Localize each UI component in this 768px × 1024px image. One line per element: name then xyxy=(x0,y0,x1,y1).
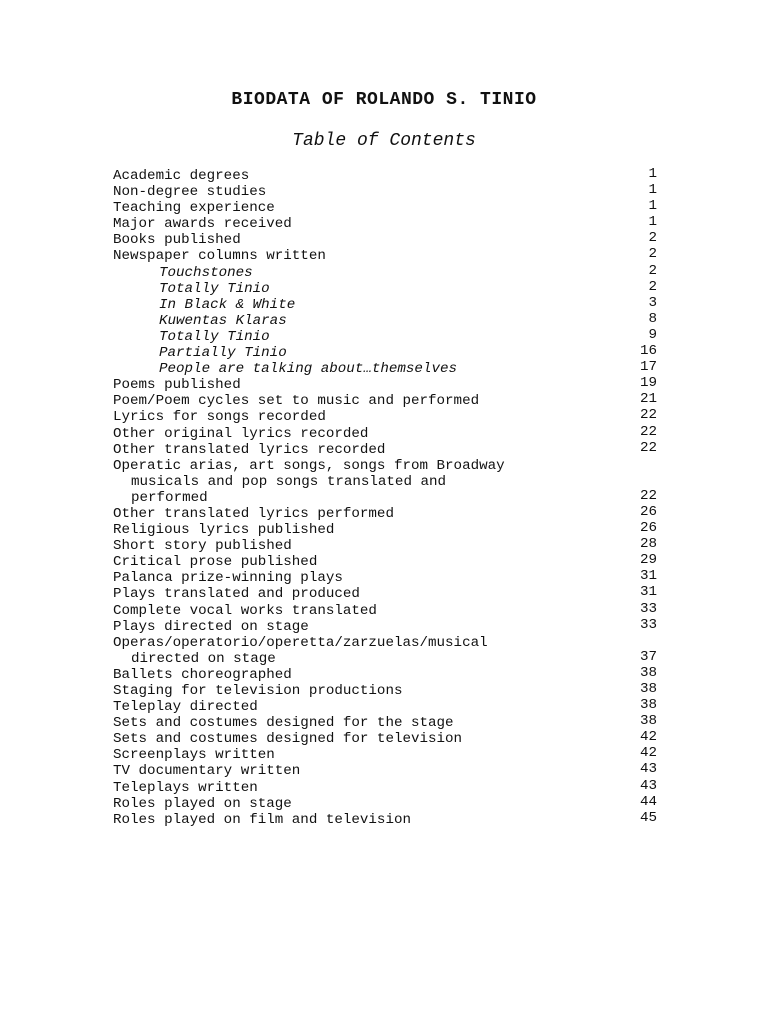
toc-entry-label: Major awards received xyxy=(113,216,292,233)
toc-entry-page-number: 33 xyxy=(639,616,657,633)
toc-entry-page-number: 2 xyxy=(648,278,657,295)
toc-entry-label: People are talking about…themselves xyxy=(159,361,457,378)
toc-entry xyxy=(113,600,657,619)
toc-entry-page-number: 42 xyxy=(639,729,657,746)
toc-entry-label: Roles played on stage xyxy=(113,795,292,812)
toc-entry-label: Sets and costumes designed for television xyxy=(113,731,463,748)
toc-entry xyxy=(113,326,657,345)
toc-entry-page-number: 45 xyxy=(639,809,657,826)
toc-entry-page-number: 31 xyxy=(639,584,657,601)
toc-entry-label: Kuwentas Klaras xyxy=(159,312,287,329)
toc-entry xyxy=(113,345,657,361)
toc-entry xyxy=(113,554,657,570)
toc-entry-page-number: 31 xyxy=(639,568,657,585)
toc-entry-label: Other translated lyrics performed xyxy=(113,505,394,522)
toc-entry xyxy=(113,361,657,377)
toc-entry-page-number: 38 xyxy=(639,697,657,714)
toc-entry-page-number: 42 xyxy=(639,745,657,762)
toc-entry-page-number: 2 xyxy=(648,262,657,279)
toc-entry-label: Totally Tinio xyxy=(159,280,270,297)
toc-entry xyxy=(113,503,657,522)
toc-entry-label: In Black & White xyxy=(159,296,296,313)
toc-entry-label: Poem/Poem cycles set to music and performed xyxy=(113,393,480,410)
toc-entry-label: Books published xyxy=(113,232,241,249)
toc-entry-label: performed xyxy=(131,489,208,506)
toc-entry-page-number: 1 xyxy=(648,166,657,182)
toc-entry xyxy=(113,777,657,796)
toc-entry xyxy=(113,747,657,763)
toc-entry-label: Teleplays written xyxy=(113,779,258,796)
toc-entry-page-number: 16 xyxy=(639,343,657,360)
toc-entry xyxy=(113,793,657,812)
toc-entry-label: Sets and costumes designed for the stage xyxy=(113,715,454,732)
toc-entry xyxy=(113,635,657,651)
toc-entry xyxy=(113,248,657,264)
toc-entry-label: Non-degree studies xyxy=(113,184,267,201)
toc-entry-label: Other translated lyrics recorded xyxy=(113,441,386,458)
toc-entry-page-number: 1 xyxy=(648,182,657,199)
toc-entry-page-number: 22 xyxy=(639,439,657,456)
toc-entry xyxy=(113,294,657,313)
toc-entry xyxy=(113,522,657,538)
toc-entry xyxy=(113,439,657,458)
toc-entry xyxy=(113,310,657,329)
toc-entry-page-number: 19 xyxy=(639,375,657,392)
toc-entry xyxy=(113,409,657,425)
toc-entry-label: musicals and pop songs translated and xyxy=(131,473,447,490)
toc-entry-page-number: 44 xyxy=(639,793,657,810)
toc-entry xyxy=(113,168,657,184)
toc-entry xyxy=(113,586,657,602)
document-title: BIODATA OF ROLANDO S. TINIO xyxy=(231,90,537,110)
toc-entry-label: Critical prose published xyxy=(113,554,318,571)
toc-entry-label: Complete vocal works translated xyxy=(113,602,377,619)
toc-entry-label: Staging for television productions xyxy=(113,683,403,699)
toc-entry xyxy=(113,616,657,635)
toc-entry xyxy=(113,393,657,409)
toc-entry-page-number: 22 xyxy=(639,423,657,440)
toc-entry xyxy=(113,423,657,442)
toc-entry xyxy=(113,809,657,828)
toc-entry-label: Short story published xyxy=(113,538,292,555)
toc-entry-label: Other original lyrics recorded xyxy=(113,425,369,442)
toc-entry-label: Touchstones xyxy=(159,264,253,281)
toc-entry-page-number: 43 xyxy=(639,761,657,778)
toc-entry-page-number: 8 xyxy=(648,310,657,327)
toc-entry-page-number: 26 xyxy=(639,503,657,520)
toc-entry-page-number: 38 xyxy=(639,681,657,697)
toc-entry xyxy=(113,216,657,232)
toc-entry-page-number: 22 xyxy=(639,407,657,424)
toc-entry-page-number: 28 xyxy=(639,536,657,553)
toc-entry-label: Religious lyrics published xyxy=(113,522,335,539)
toc-entry-label: Plays translated and produced xyxy=(113,586,360,603)
toc-entry xyxy=(113,664,657,683)
toc-entry xyxy=(113,715,657,731)
toc-entry-label: TV documentary written xyxy=(113,763,301,780)
toc-entry-label: Operas/operatorio/operetta/zarzuelas/musical xyxy=(113,634,488,651)
toc-entry-page-number: 9 xyxy=(648,326,657,343)
toc-entry-page-number: 2 xyxy=(648,246,657,263)
toc-entry xyxy=(113,200,657,216)
toc-entry xyxy=(113,648,657,667)
document-subtitle: Table of Contents xyxy=(292,131,476,151)
toc-entry-page-number: 17 xyxy=(639,359,657,376)
toc-entry-label: Lyrics for songs recorded xyxy=(113,409,326,426)
toc-entry-label: Partially Tinio xyxy=(159,345,287,362)
toc-entry-label: Totally Tinio xyxy=(159,328,270,345)
toc-entry xyxy=(113,699,657,715)
toc-entry-label: Academic degrees xyxy=(113,168,250,184)
toc-entry-label: Teaching experience xyxy=(113,200,275,217)
toc-entry xyxy=(113,487,657,506)
toc-entry-label: Screenplays written xyxy=(113,747,275,764)
toc-entry xyxy=(113,232,657,248)
toc-entry-page-number: 26 xyxy=(639,520,657,537)
toc-entry-page-number: 33 xyxy=(639,600,657,617)
toc-entry-label: Ballets choreographed xyxy=(113,666,292,683)
toc-entry xyxy=(113,731,657,747)
toc-entry-page-number: 38 xyxy=(639,664,657,681)
toc-entry xyxy=(113,570,657,586)
toc-entry xyxy=(113,377,657,393)
toc-entry xyxy=(113,458,657,474)
toc-entry xyxy=(113,474,657,490)
toc-entry xyxy=(113,763,657,779)
toc-entry-page-number: 2 xyxy=(648,230,657,247)
toc-entry-label: directed on stage xyxy=(131,650,276,667)
toc-entry-label: Poems published xyxy=(113,377,241,394)
toc-entry-page-number: 22 xyxy=(639,487,657,504)
toc-entry-label: Newspaper columns written xyxy=(113,248,326,265)
toc-entry-label: Operatic arias, art songs, songs from Broadway xyxy=(113,457,505,474)
toc-entry-page-number: 37 xyxy=(639,648,657,665)
toc-entry xyxy=(113,683,657,699)
toc-entry-label: Roles played on film and television xyxy=(113,811,411,828)
toc-entry-label: Teleplay directed xyxy=(113,699,258,716)
toc-entry-page-number: 29 xyxy=(639,552,657,569)
toc-entry-page-number: 1 xyxy=(648,214,657,231)
toc-entry-page-number: 1 xyxy=(648,198,657,215)
toc-entry-label: Plays directed on stage xyxy=(113,618,309,635)
toc-entry-page-number: 3 xyxy=(648,294,657,311)
toc-entry-page-number: 38 xyxy=(639,713,657,730)
toc-entry xyxy=(113,184,657,200)
toc-entry xyxy=(113,278,657,297)
toc-entry-page-number: 43 xyxy=(639,777,657,794)
toc-entry xyxy=(113,262,657,281)
toc-entry-label: Palanca prize-winning plays xyxy=(113,570,343,587)
table-of-contents xyxy=(113,168,657,828)
toc-entry xyxy=(113,538,657,554)
toc-entry-page-number: 21 xyxy=(639,391,657,408)
